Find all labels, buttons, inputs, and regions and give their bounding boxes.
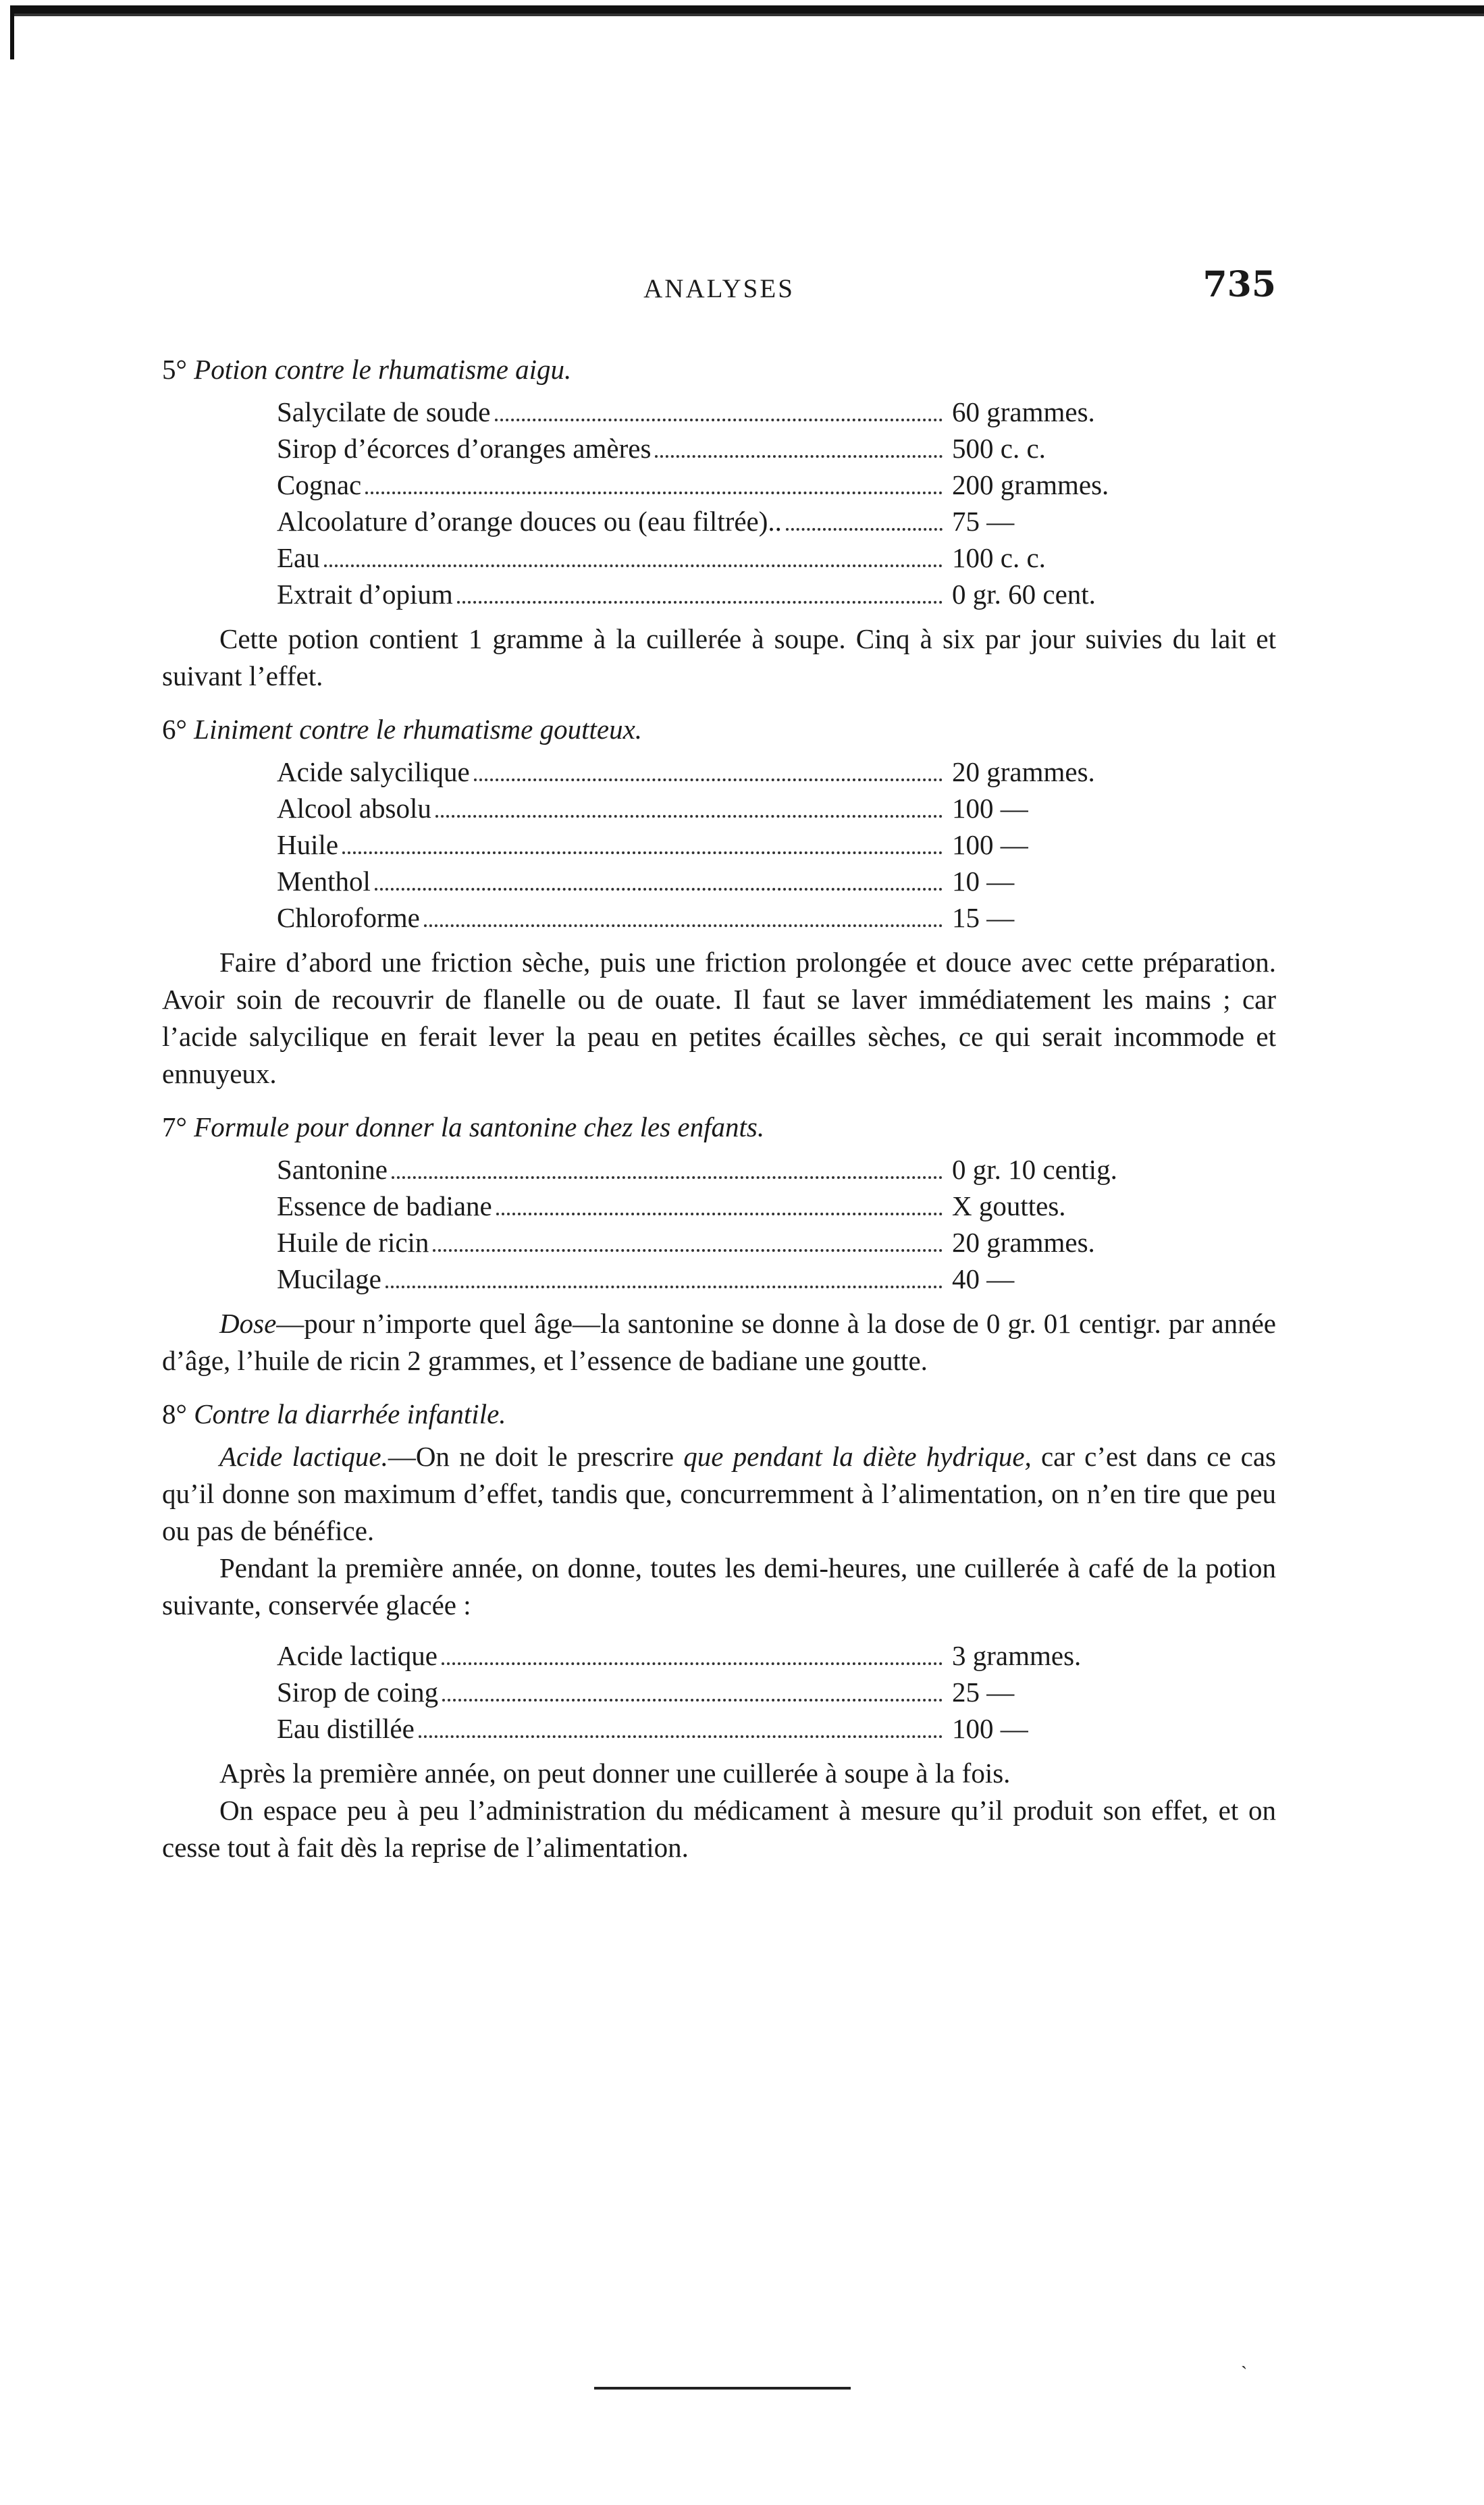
section-5-heading: Potion contre le rhumatisme aigu. [194, 354, 572, 385]
ingredient-name: Acide lactique [277, 1640, 438, 1671]
recipe-7 [277, 1151, 1195, 1297]
section-8-title [162, 1396, 1276, 1433]
left-scan-edge [10, 5, 14, 59]
section-7-title [162, 1109, 1276, 1146]
leader-dots [495, 419, 943, 421]
recipe-row [277, 1710, 1195, 1747]
recipe-8 [277, 1637, 1195, 1747]
section-8-paragraph-3: Après la première année, on peut donner une cuillerée à soupe à la fois. [219, 1758, 1011, 1789]
leader-dots [324, 564, 943, 567]
leader-dots [365, 492, 943, 494]
recipe-row [277, 826, 1195, 863]
ingredient-name: Santonine [277, 1154, 388, 1185]
ingredient-quantity: 15 — [952, 902, 1015, 933]
leader-dots [442, 1662, 943, 1665]
recipe-row [277, 503, 1195, 539]
ingredient-name: Alcool absolu [277, 793, 431, 824]
stray-mark: ` [1241, 2363, 1248, 2384]
page-body [162, 264, 1276, 1866]
leader-dots [392, 1176, 943, 1179]
leader-dots [424, 924, 943, 927]
section-8-number: 8° [162, 1398, 187, 1429]
ingredient-quantity: 500 c. c. [952, 433, 1046, 464]
ingredient-quantity: 20 grammes. [952, 756, 1095, 787]
ingredient-quantity: 25 — [952, 1677, 1015, 1708]
dose-lead: Dose [219, 1308, 277, 1339]
recipe-row [277, 1261, 1195, 1297]
ingredient-name: Huile de ricin [277, 1227, 429, 1258]
ingredient-quantity: 60 grammes. [952, 396, 1095, 427]
recipe-row [277, 1151, 1195, 1188]
recipe-row [277, 576, 1195, 612]
section-7-note [162, 1305, 1276, 1379]
ingredient-quantity: 0 gr. 60 cent. [952, 579, 1096, 610]
ingredient-name: Acide salycilique [277, 756, 470, 787]
recipe-row [277, 394, 1195, 430]
ingredient-name: Menthol [277, 866, 371, 897]
section-7-number: 7° [162, 1111, 187, 1142]
section-7-heading: Formule pour donner la santonine chez les enfants. [194, 1111, 765, 1142]
ingredient-quantity: 100 — [952, 829, 1028, 860]
leader-dots [442, 1699, 943, 1702]
leader-dots [457, 601, 943, 604]
page-header [162, 264, 1276, 324]
section-5-note: Cette potion contient 1 gramme à la cuillerée à soupe. Cinq à six par jour suivies du lait et suivant l’effet. [162, 623, 1276, 691]
leader-dots [419, 1735, 943, 1738]
recipe-row [277, 1674, 1195, 1710]
recipe-row [277, 1188, 1195, 1224]
top-scan-rule [10, 5, 1484, 14]
ingredient-quantity: 200 grammes. [952, 469, 1109, 500]
ingredient-name: Cognac [277, 469, 362, 500]
top-scan-rule-thin [10, 14, 1484, 16]
lactic-lead: Acide lactique. [219, 1441, 388, 1472]
section-8-paragraph-1 [162, 1438, 1276, 1550]
recipe-row [277, 467, 1195, 503]
leader-dots [342, 851, 943, 854]
ingredient-quantity: 0 gr. 10 centig. [952, 1154, 1117, 1185]
ingredient-name: Huile [277, 829, 339, 860]
leader-dots [655, 455, 943, 458]
ingredient-name: Essence de badiane [277, 1190, 492, 1221]
ingredient-name: Eau distillée [277, 1713, 415, 1744]
ingredient-name: Sirop d’écorces d’oranges amères [277, 433, 652, 464]
ingredient-quantity: X gouttes. [952, 1190, 1066, 1221]
ingredient-name: Sirop de coing [277, 1677, 439, 1708]
leader-dots [786, 528, 943, 531]
leader-dots [496, 1213, 943, 1215]
ingredient-quantity: 75 — [952, 506, 1015, 537]
ingredient-quantity: 100 — [952, 1713, 1028, 1744]
section-6-number: 6° [162, 714, 187, 745]
section-5-number: 5° [162, 354, 187, 385]
ingredient-name: Salycilate de soude [277, 396, 491, 427]
ingredient-name: Mucilage [277, 1263, 381, 1294]
section-5-title [162, 351, 1276, 388]
leader-dots [474, 779, 943, 781]
section-8-heading: Contre la diarrhée infantile. [194, 1398, 506, 1429]
recipe-5 [277, 394, 1195, 612]
section-6-title [162, 711, 1276, 748]
ingredient-quantity: 100 c. c. [952, 542, 1046, 573]
ingredient-name: Alcoolature d’orange douces ou (eau filtrée).. [277, 506, 782, 537]
recipe-row [277, 539, 1195, 576]
leader-dots [435, 815, 943, 818]
ingredient-quantity: 10 — [952, 866, 1015, 897]
ingredient-quantity: 100 — [952, 793, 1028, 824]
end-rule [594, 2387, 851, 2390]
leader-dots [433, 1249, 943, 1252]
leader-dots [375, 888, 943, 891]
ingredient-name: Extrait d’opium [277, 579, 453, 610]
recipe-row [277, 754, 1195, 790]
section-6-heading: Liniment contre le rhumatisme goutteux. [194, 714, 643, 745]
dose-text: —pour n’importe quel âge—la santonine se donne à la dose de 0 gr. 01 centigr. par année d’âge, l’huile de ricin 2 grammes, et l’essence de badiane une goutte. [162, 1308, 1276, 1376]
emphasis-text: que pendant la diète hydrique, [683, 1441, 1032, 1472]
ingredient-quantity: 40 — [952, 1263, 1015, 1294]
recipe-row [277, 863, 1195, 899]
section-8-paragraph-4: On espace peu à peu l’administration du médicament à mesure qu’il produit son effet, et on cesse tout à fait dès la reprise de l’alimentation. [162, 1795, 1276, 1863]
ingredient-name: Chloroforme [277, 902, 420, 933]
recipe-6 [277, 754, 1195, 936]
paragraph-text: —On ne doit le prescrire [388, 1441, 684, 1472]
section-8-paragraph-2: Pendant la première année, on donne, toutes les demi-heures, une cuillerée à café de la potion suivante, conservée glacée : [162, 1552, 1276, 1620]
leader-dots [386, 1286, 943, 1288]
recipe-row [277, 790, 1195, 826]
ingredient-quantity: 3 grammes. [952, 1640, 1082, 1671]
ingredient-quantity: 20 grammes. [952, 1227, 1095, 1258]
paragraph-text: car c’est dans ce cas qu’il donne son maximum d’effet, tandis que, concurremment à l’alimentation, on n’en tire que peu ou pas de bénéfice. [162, 1441, 1276, 1546]
recipe-row [277, 899, 1195, 936]
recipe-row [277, 1224, 1195, 1261]
recipe-row [277, 1637, 1195, 1674]
page-number: 735 [1202, 264, 1276, 305]
running-head: ANALYSES [643, 274, 795, 303]
section-6-note: Faire d’abord une friction sèche, puis une friction prolongée et douce avec cette préparation. Avoir soin de recouvrir de flanelle ou de ouate. Il faut se laver immédiatement les mains ; car l’acide salycilique en ferait lever la peau en petites écailles sèches, ce qui serait incommode et ennuyeux. [162, 947, 1276, 1089]
recipe-row [277, 430, 1195, 467]
ingredient-name: Eau [277, 542, 320, 573]
